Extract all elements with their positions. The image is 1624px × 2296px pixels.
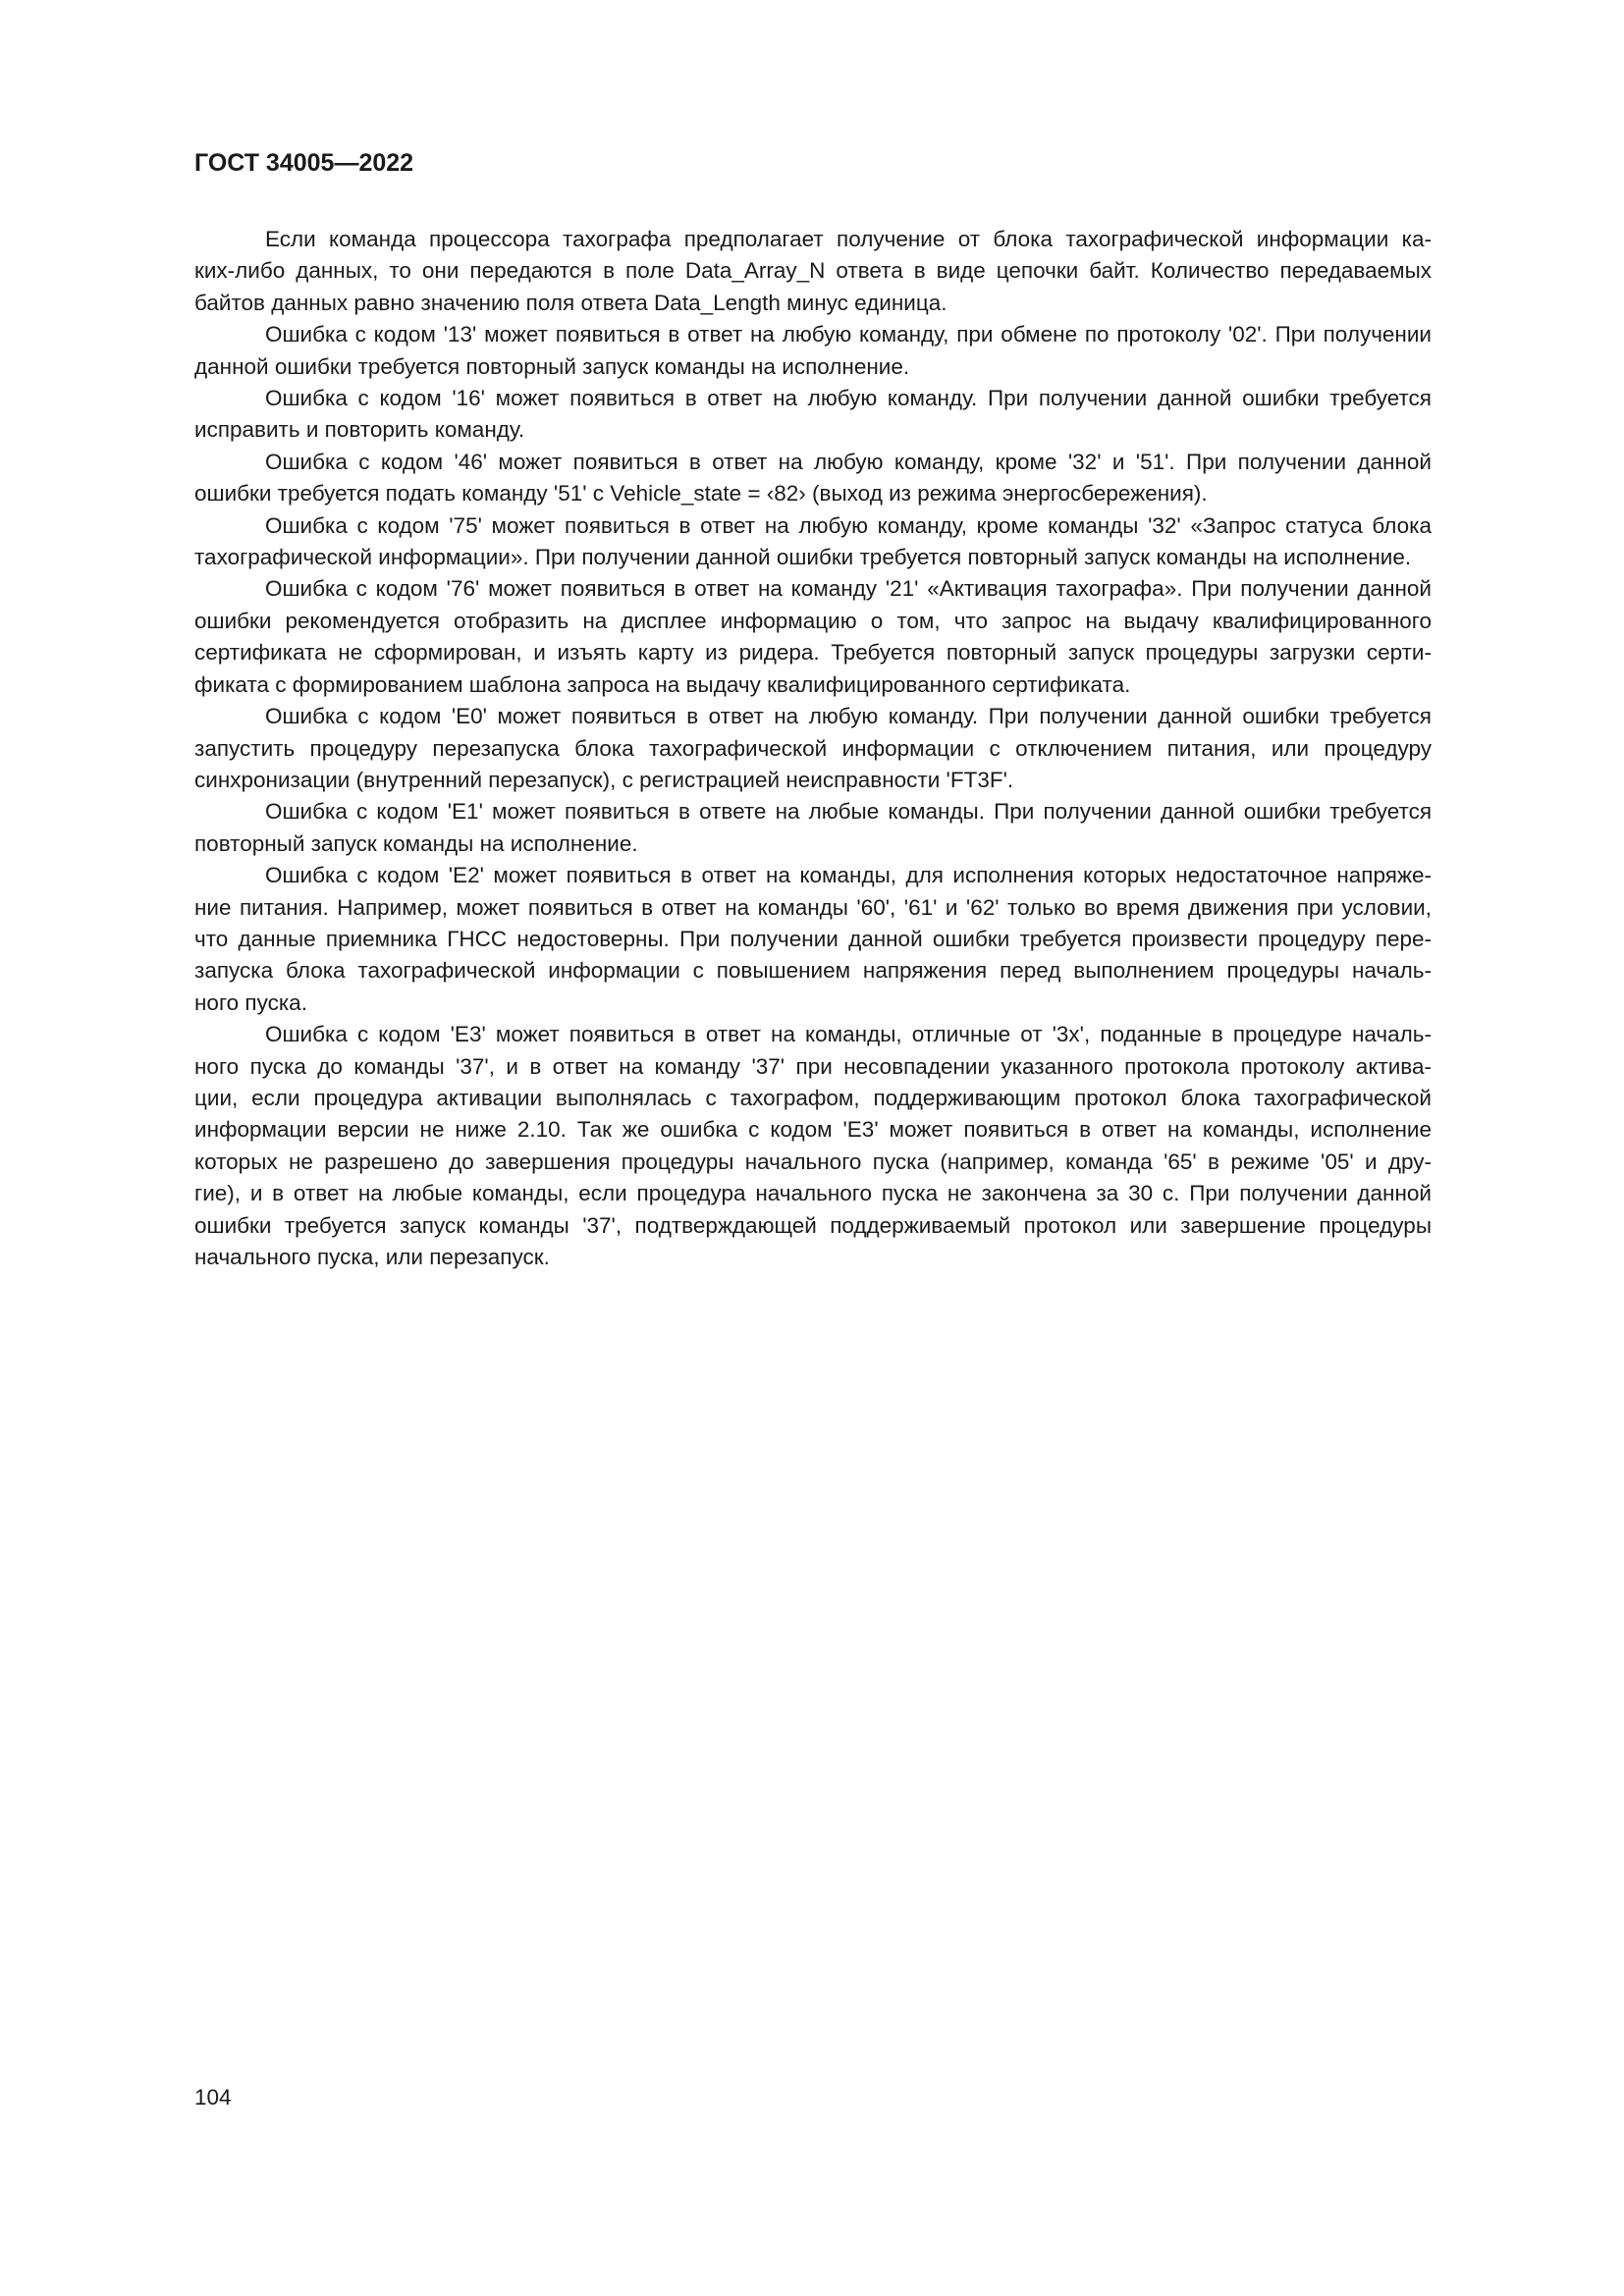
text-line: что данные приемника ГНСС недостоверны. При получении данной ошибки требуется произвести процедуру пере-: [194, 926, 1432, 951]
text-line: Если команда процессора тахографа предполагает получение от блока тахографической информации ка-: [265, 227, 1432, 251]
text-line: Ошибка с кодом '76' может появиться в ответ на команду '21' «Активация тахографа». При получении данной: [265, 576, 1432, 602]
paragraph: [194, 573, 1432, 701]
text-line: повторный запуск команды на исполнение.: [194, 830, 638, 856]
text-line: байтов данных равно значению поля ответа Data_Length минус единица.: [194, 290, 947, 315]
text-line: ного пуска до команды '37', и в ответ на команду '37' при несовпадении указанного протокола протоколу актива-: [194, 1053, 1432, 1079]
text-line: тахографической информации». При получении данной ошибки требуется повторный запуск команды на исполнение.: [194, 545, 1412, 570]
paragraph: [194, 860, 1432, 1019]
text-line: Ошибка с кодом '75' может появиться в ответ на любую команду, кроме команды '32' «Запрос статуса блока: [265, 512, 1432, 538]
text-line: запуска блока тахографической информации с повышением напряжения перед выполнением процедуры началь-: [194, 958, 1432, 984]
document-header: ГОСТ 34005—2022: [194, 149, 414, 177]
text-line: Ошибка с кодом 'E1' может появиться в ответе на любые команды. При получении данной ошибки требуется: [265, 799, 1432, 825]
text-line: сертификата не сформирован, и изъять карту из ридера. Требуется повторный запуск процедуры загрузки серти-: [194, 640, 1432, 666]
text-line: данной ошибки требуется повторный запуск команды на исполнение.: [194, 353, 910, 379]
text-line: которых не разрешено до завершения процедуры начального пуска (например, команда '65' в режиме '05' и дру-: [194, 1148, 1432, 1174]
text-line: исправить и повторить команду.: [194, 417, 525, 443]
text-line: ких-либо данных, то они передаются в поле Data_Array_N ответа в виде цепочки байт. Количество передаваемых: [194, 258, 1432, 284]
page-number: 104: [194, 2085, 232, 2109]
text-line: ошибки рекомендуется отобразить на дисплее информацию о том, что запрос на выдачу квалифицированного: [194, 608, 1432, 633]
paragraph: [194, 447, 1432, 510]
paragraph: [194, 1019, 1432, 1273]
text-line: синхронизации (внутренний перезапуск), с регистрацией неисправности 'FT3F'.: [194, 767, 1014, 792]
text-line: запустить процедуру перезапуска блока тахографической информации с отключением питания, или процедуру: [194, 735, 1432, 761]
text-line: Ошибка с кодом 'E2' может появиться в ответ на команды, для исполнения которых недостаточное напряже-: [265, 863, 1432, 888]
text-line: Ошибка с кодом '46' может появиться в ответ на любую команду, кроме '32' и '51'. При получении данной: [265, 449, 1432, 474]
text-line: Ошибка с кодом '16' может появиться в ответ на любую команду. При получении данной ошибки требуется: [265, 386, 1432, 411]
text-line: ошибки требуется подать команду '51' с Vehicle_state = ‹82› (выход из режима энергосбережения).: [194, 481, 1208, 507]
paragraph: [194, 383, 1432, 447]
text-line: ние питания. Например, может появиться в ответ на команды '60', '61' и '62' только во время движения при условии,: [194, 894, 1432, 920]
text-line: начального пуска, или перезапуск.: [194, 1245, 550, 1269]
paragraph: [194, 319, 1432, 383]
text-line: Ошибка с кодом 'E0' может появиться в ответ на любую команду. При получении данной ошибки требуется: [265, 704, 1432, 729]
paragraph: [194, 224, 1432, 319]
text-line: фиката с формированием шаблона запроса на выдачу квалифицированного сертификата.: [194, 671, 1131, 697]
text-line: ного пуска.: [194, 989, 307, 1015]
text-line: ошибки требуется запуск команды '37', подтверждающей поддерживаемый протокол или завершение процедуры: [194, 1212, 1432, 1238]
paragraph: [194, 701, 1432, 796]
text-line: ции, если процедура активации выполнялась с тахографом, поддерживающим протокол блока тахографической: [194, 1085, 1432, 1110]
text-line: информации версии не ниже 2.10. Так же ошибка с кодом 'E3' может появиться в ответ на команды, исполнение: [194, 1117, 1432, 1143]
document-body: [194, 224, 1432, 1273]
text-line: Ошибка с кодом 'E3' может появиться в ответ на команды, отличные от '3x', поданные в процедуре началь-: [265, 1022, 1432, 1047]
text-line: Ошибка с кодом '13' может появиться в ответ на любую команду, при обмене по протоколу '02'. При получении: [265, 322, 1432, 347]
text-line: гие), и в ответ на любые команды, если процедура начального пуска не закончена за 30 с. При получении данной: [194, 1181, 1432, 1206]
paragraph: [194, 796, 1432, 860]
paragraph: [194, 510, 1432, 574]
